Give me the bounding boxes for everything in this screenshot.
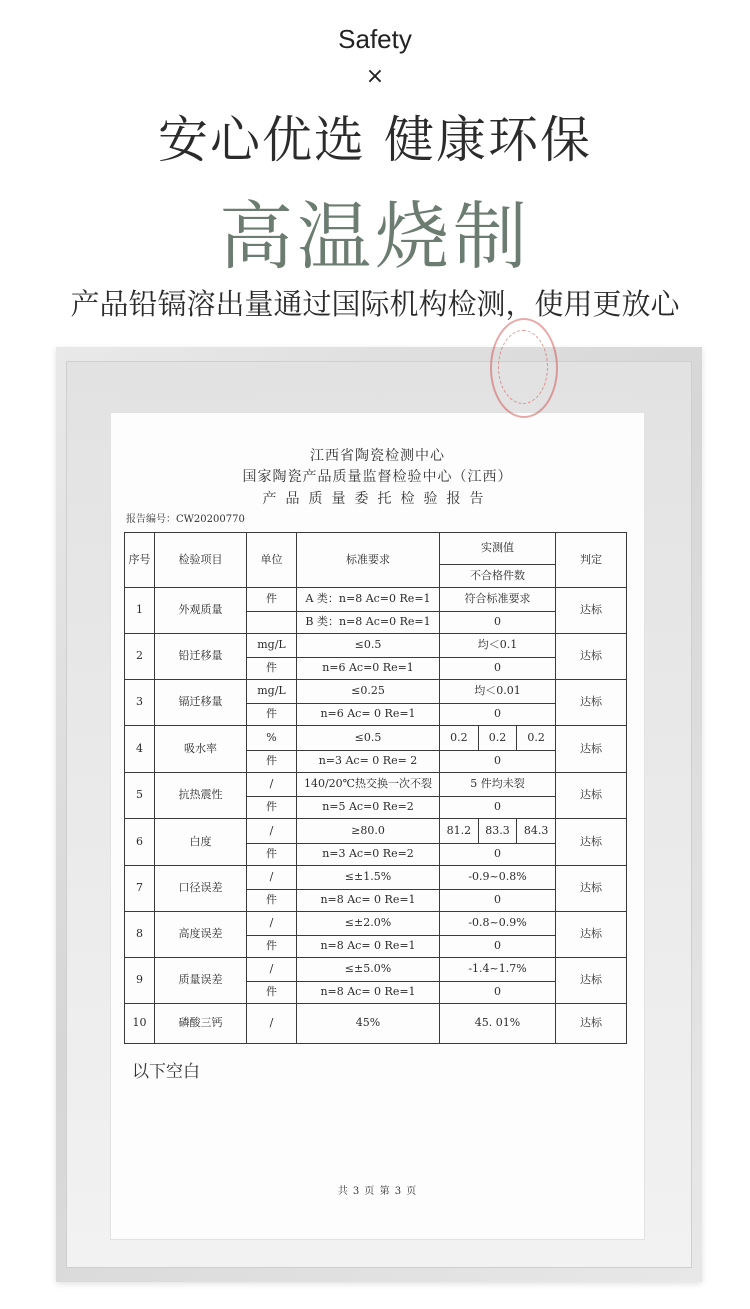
- cross-symbol: ×: [365, 64, 385, 89]
- cell-no: 10: [125, 1004, 155, 1044]
- cell-item: 铅迁移量: [155, 634, 247, 680]
- tagline-text: 产品铅镉溶出量通过国际机构检测，使用更放心: [70, 287, 680, 321]
- cell-measured-value: 84.3: [516, 819, 555, 843]
- cell-verdict: 达标: [556, 634, 627, 680]
- inspection-table-body: [125, 588, 627, 1044]
- cell-measured: 0: [440, 751, 556, 773]
- cell-unit: [247, 612, 297, 634]
- table-row: [125, 588, 627, 612]
- cell-verdict: 达标: [556, 866, 627, 912]
- cell-unit: /: [247, 958, 297, 982]
- table-row: [125, 634, 627, 658]
- cell-measured: 5 件均未裂: [440, 773, 556, 797]
- cell-measured: 0: [440, 797, 556, 819]
- cell-measured: 均＜0.01: [440, 680, 556, 704]
- cell-verdict: 达标: [556, 680, 627, 726]
- cell-standard: n=5 Ac=0 Re=2: [297, 797, 440, 819]
- cell-measured: 45. 01%: [440, 1004, 556, 1044]
- cell-standard: n=8 Ac= 0 Re=1: [297, 890, 440, 912]
- cell-standard: ≤±5.0%: [297, 958, 440, 982]
- cell-item: 高度误差: [155, 912, 247, 958]
- header-item: 检验项目: [155, 533, 247, 588]
- report-title: 产品质量委托检验报告: [262, 491, 493, 507]
- header-unit: 单位: [247, 533, 297, 588]
- cell-item: 吸水率: [155, 726, 247, 773]
- cell-unit: 件: [247, 751, 297, 773]
- cell-standard: ≥80.0: [297, 819, 440, 844]
- table-row: [125, 680, 627, 704]
- cell-standard: ≤0.5: [297, 726, 440, 751]
- cell-standard: ≤0.25: [297, 680, 440, 704]
- cell-measured: [440, 819, 556, 844]
- cell-measured-value: 0.2: [450, 730, 468, 744]
- table-row: [125, 958, 627, 982]
- table-row: [125, 773, 627, 797]
- cell-unit: mg/L: [247, 634, 297, 658]
- cell-verdict: 达标: [556, 1004, 627, 1044]
- cell-verdict: 达标: [556, 588, 627, 634]
- cell-measured: 0: [440, 982, 556, 1004]
- cell-no: 6: [125, 819, 155, 866]
- table-row: [125, 912, 627, 936]
- header-measured: 实测值: [440, 533, 556, 565]
- cell-unit: /: [247, 866, 297, 890]
- report-number: 报告编号：CW20200770: [126, 514, 245, 525]
- cell-measured: 0: [440, 658, 556, 680]
- cell-verdict: 达标: [556, 819, 627, 866]
- cell-verdict: 达标: [556, 773, 627, 819]
- cell-item: 镉迁移量: [155, 680, 247, 726]
- slogan-heading: 安心优选 健康环保: [158, 111, 592, 169]
- cell-unit: 件: [247, 704, 297, 726]
- cell-unit: /: [247, 773, 297, 797]
- cell-no: 4: [125, 726, 155, 773]
- cell-no: 8: [125, 912, 155, 958]
- cell-unit: /: [247, 912, 297, 936]
- cell-standard: ≤±2.0%: [297, 912, 440, 936]
- cell-standard: B 类：n=8 Ac=0 Re=1: [297, 612, 440, 634]
- cell-no: 3: [125, 680, 155, 726]
- inspection-table: [124, 532, 627, 1044]
- cell-no: 7: [125, 866, 155, 912]
- cell-standard: n=6 Ac= 0 Re=1: [297, 704, 440, 726]
- test-report-sheet: [110, 412, 645, 1240]
- cell-item: 外观质量: [155, 588, 247, 634]
- cell-measured: -0.9~0.8%: [440, 866, 556, 890]
- cell-standard: n=8 Ac= 0 Re=1: [297, 982, 440, 1004]
- cell-item: 磷酸三钙: [155, 1004, 247, 1044]
- cell-item: 抗热震性: [155, 773, 247, 819]
- cell-standard: n=8 Ac= 0 Re=1: [297, 936, 440, 958]
- cell-verdict: 达标: [556, 912, 627, 958]
- cell-measured: 0: [440, 936, 556, 958]
- cell-measured: [440, 726, 556, 751]
- cell-unit: mg/L: [247, 680, 297, 704]
- cell-measured: 符合标准要求: [440, 588, 556, 612]
- cell-standard: n=3 Ac=0 Re=2: [297, 844, 440, 866]
- cell-standard: ≤0.5: [297, 634, 440, 658]
- cell-standard: ≤±1.5%: [297, 866, 440, 890]
- cell-verdict: 达标: [556, 726, 627, 773]
- cell-measured-value: 0.2: [516, 726, 555, 750]
- cell-unit: 件: [247, 658, 297, 680]
- report-org-line2: 国家陶瓷产品质量监督检验中心（江西）: [242, 469, 513, 485]
- table-row: [125, 819, 627, 844]
- cell-standard: n=6 Ac=0 Re=1: [297, 658, 440, 680]
- table-row: [125, 1004, 627, 1044]
- cell-measured: 0: [440, 890, 556, 912]
- header-verdict: 判定: [556, 533, 627, 588]
- cell-measured: 0: [440, 704, 556, 726]
- cell-unit: /: [247, 819, 297, 844]
- cell-unit: 件: [247, 588, 297, 612]
- cell-unit: 件: [247, 890, 297, 912]
- blank-below-note: 以下空白: [132, 1062, 200, 1082]
- cell-unit: 件: [247, 797, 297, 819]
- headline-title: 高温烧制: [219, 194, 531, 280]
- cell-standard: n=3 Ac= 0 Re= 2: [297, 751, 440, 773]
- cell-no: 5: [125, 773, 155, 819]
- header-measured-sub: 不合格件数: [440, 565, 556, 588]
- cell-measured: -1.4~1.7%: [440, 958, 556, 982]
- cell-item: 质量误差: [155, 958, 247, 1004]
- cell-standard: A 类：n=8 Ac=0 Re=1: [297, 588, 440, 612]
- report-org-line1: 江西省陶瓷检测中心: [310, 448, 445, 464]
- cell-no: 9: [125, 958, 155, 1004]
- official-seal-inner-ring: [498, 330, 548, 404]
- cell-no: 1: [125, 588, 155, 634]
- header-no: 序号: [125, 533, 155, 588]
- cell-unit: 件: [247, 982, 297, 1004]
- cell-verdict: 达标: [556, 958, 627, 1004]
- cell-unit: 件: [247, 936, 297, 958]
- table-row: [125, 726, 627, 751]
- cell-measured: 0: [440, 844, 556, 866]
- cell-unit: /: [247, 1004, 297, 1044]
- cell-measured: 均＜0.1: [440, 634, 556, 658]
- cell-measured: -0.8~0.9%: [440, 912, 556, 936]
- cell-no: 2: [125, 634, 155, 680]
- page-footer: 共 3 页 第 3 页: [337, 1186, 418, 1197]
- cell-item: 口径误差: [155, 866, 247, 912]
- cell-unit: %: [247, 726, 297, 751]
- cell-measured: 0: [440, 612, 556, 634]
- table-row: [125, 866, 627, 890]
- cell-measured-value: 0.2: [478, 726, 517, 750]
- safety-label: Safety: [338, 24, 412, 54]
- cell-measured-value: 81.2: [446, 823, 472, 837]
- header-standard: 标准要求: [297, 533, 440, 588]
- cell-standard: 140/20℃热交换一次不裂: [297, 773, 440, 797]
- cell-measured-value: 83.3: [478, 819, 517, 843]
- cell-unit: 件: [247, 844, 297, 866]
- cell-standard: 45%: [297, 1004, 440, 1044]
- cell-item: 白度: [155, 819, 247, 866]
